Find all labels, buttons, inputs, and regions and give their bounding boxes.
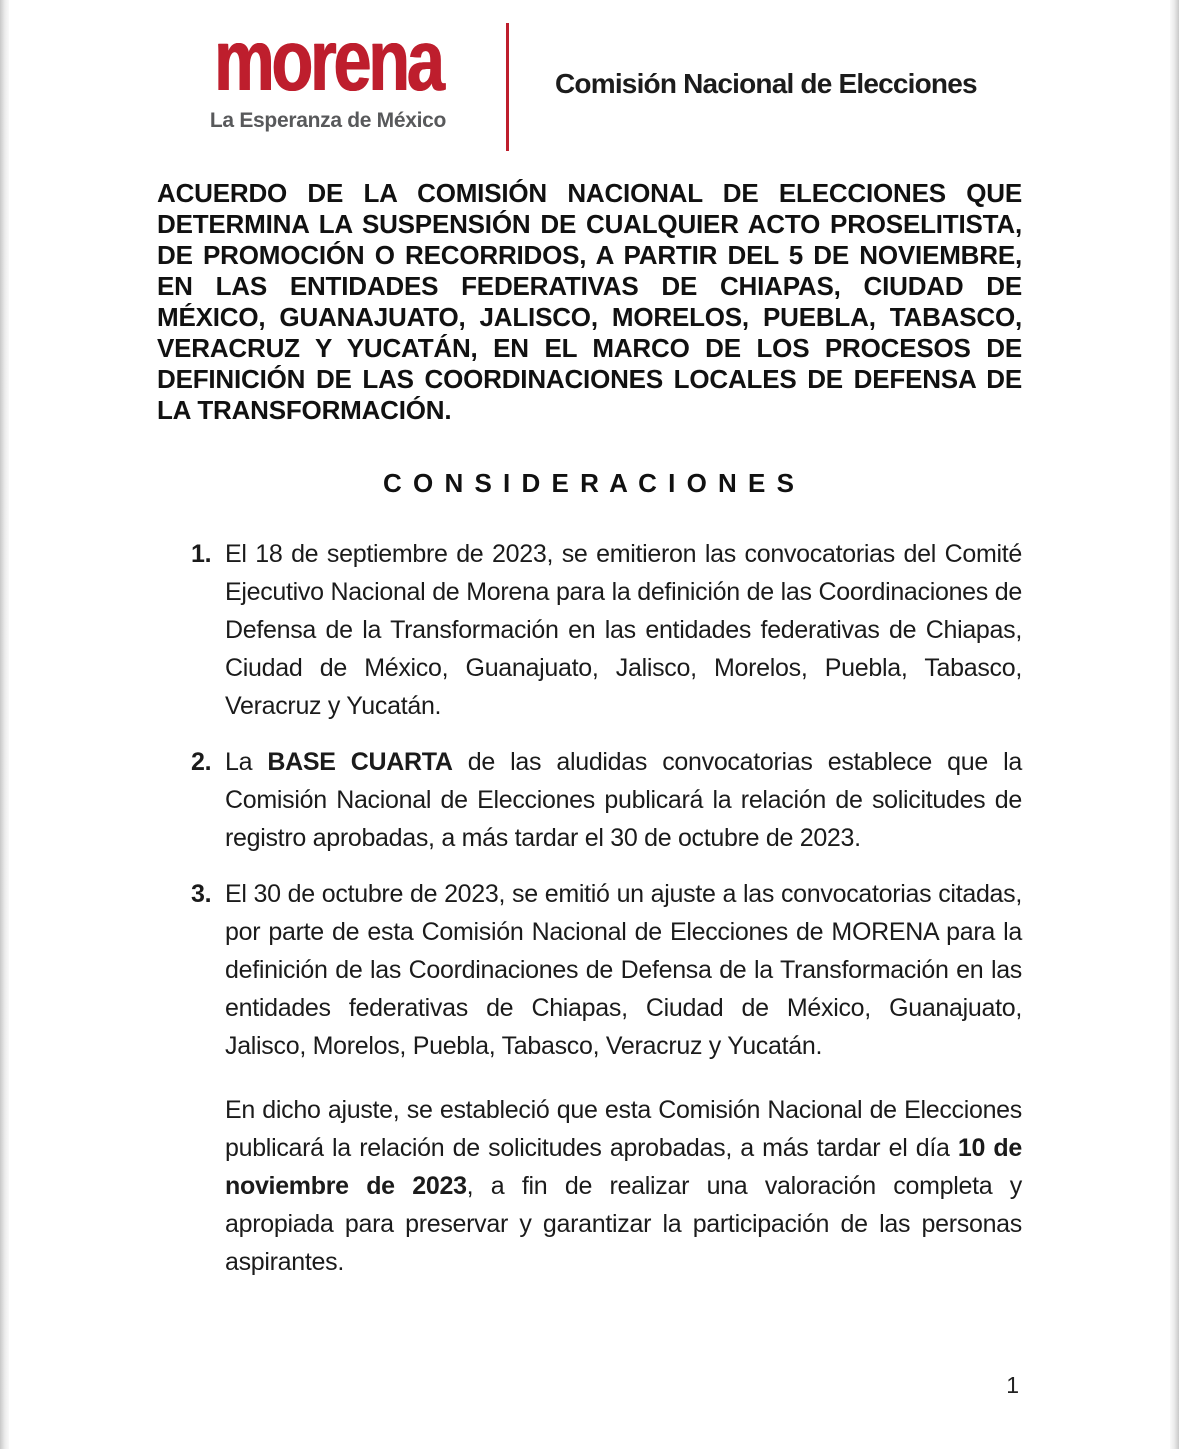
item-number: 1. [191,540,212,568]
morena-logo [196,11,460,133]
item-text: El 18 de septiembre de 2023, se emitieron las convocatorias del Comité Ejecutivo Nacional de Morena para la definición de las Coordinaciones de Defensa de la Transformación en las entidades federativas de Chiapas, Ciudad de México, Guanajuato, Jalisco, Morelos, Puebla, Tabasco, Veracruz y Yucatán. [225,540,1022,720]
page-edge-right [1170,0,1179,1449]
morena-logo-wordmark: morena [214,11,442,109]
item-text: El 30 de octubre de 2023, se emitió un ajuste a las convocatorias citadas, por parte de esta Comisión Nacional de Elecciones de MORENA para la definición de las Coordinaciones de Defensa de la Transformación en las entidades federativas de Chiapas, Ciudad de México, Guanajuato, Jalisco, Morelos, Puebla, Tabasco, Veracruz y Yucatán. [225,880,1022,1060]
page-number: 1 [1006,1372,1019,1398]
considerations-list [191,535,1022,1065]
document-title: ACUERDO DE LA COMISIÓN NACIONAL DE ELECCIONES QUE DETERMINA LA SUSPENSIÓN DE CUALQUIER ACTO PROSELITISTA, DE PROMOCIÓN O RECORRIDOS, A PARTIR DEL 5 DE NOVIEMBRE, EN LAS ENTIDADES FEDERATIVAS DE CHIAPAS, CIUDAD DE MÉXICO, GUANAJUATO, JALISCO, MORELOS, PUEBLA, TABASCO, VERACRUZ Y YUCATÁN, EN EL MARCO DE LOS PROCESOS DE DEFINICIÓN DE LAS COORDINACIONES LOCALES DE DEFENSA DE LA TRANSFORMACIÓN. [157,178,1022,425]
item-number: 2. [191,748,212,776]
continuation-paragraph: En dicho ajuste, se estableció que esta Comisión Nacional de Elecciones publicará la relación de solicitudes aprobadas, a más tardar el día 10 de noviembre de 2023, a fin de realizar una valoración completa y apropiada para preservar y garantizar la participación de las personas aspirantes. [225,1096,1022,1276]
header-divider-line [506,23,509,151]
consideration-item-3 [191,875,1022,1065]
morena-logo-tagline: La Esperanza de México [209,108,447,132]
document-header [196,0,1179,132]
organization-title: Comisión Nacional de Elecciones [555,68,977,99]
item-text: La BASE CUARTA de las aludidas convocatorias establece que la Comisión Nacional de Elecciones publicará la relación de solicitudes de registro aprobadas, a más tardar el 30 de octubre de 2023. [225,748,1022,852]
considerations-heading: C O N S I D E R A C I O N E S [383,468,796,498]
item-number: 3. [191,880,212,908]
consideration-item-2 [191,743,1022,857]
page-edge-left [0,0,9,1449]
consideration-item-1 [191,535,1022,725]
